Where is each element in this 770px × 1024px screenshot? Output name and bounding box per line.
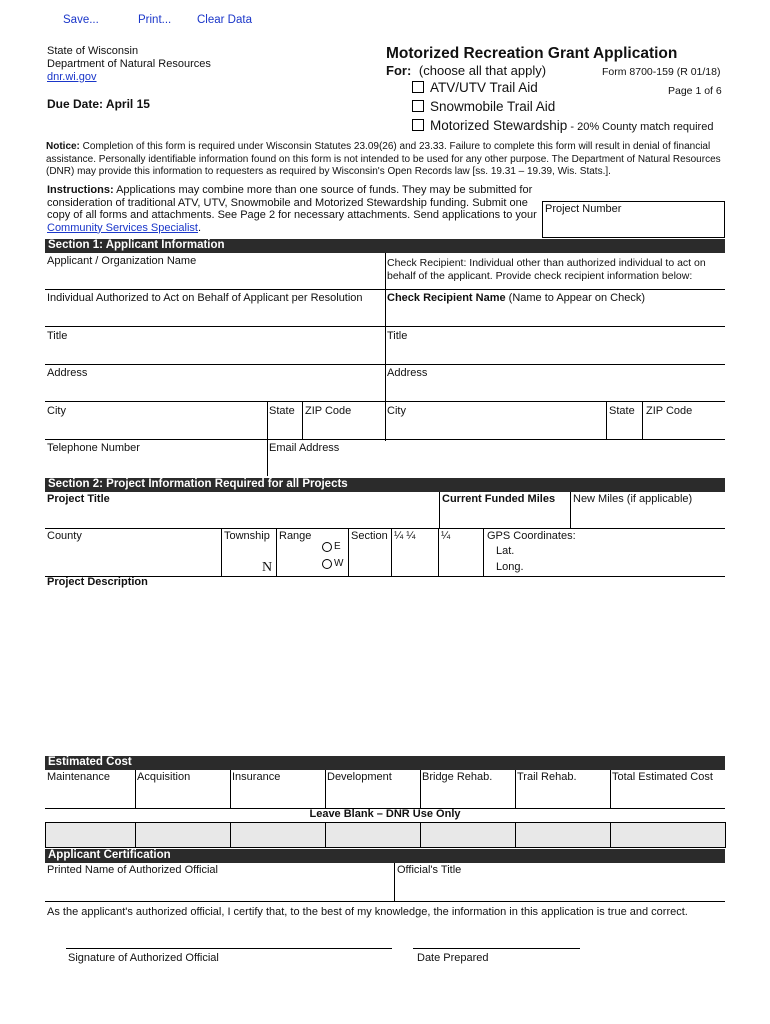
range-west-radio[interactable] <box>322 559 332 569</box>
dnr-use-only-cell <box>420 822 516 848</box>
city-left-label: City <box>47 405 66 417</box>
date-prepared-label: Date Prepared <box>417 952 489 964</box>
state-left-label: State <box>269 405 295 417</box>
applicant-org-label: Applicant / Organization Name <box>47 255 197 267</box>
s1-line1 <box>45 289 725 290</box>
s2-section-divider <box>348 528 349 576</box>
dnr-use-only-cell <box>325 822 421 848</box>
signature-label: Signature of Authorized Official <box>68 952 219 964</box>
quarter-label: ¼ <box>441 530 451 542</box>
address-left-label: Address <box>47 367 88 379</box>
instructions-text2: Submit one copy of all forms and attachments. See Page 2 for necessary attachments. Send applications to your <box>47 196 537 221</box>
email-label: Email Address <box>269 442 340 454</box>
long-label: Long. <box>496 561 524 573</box>
title-right-label: Title <box>387 330 408 342</box>
clear-data-button[interactable]: Clear Data <box>197 14 252 26</box>
s2-qq-divider <box>391 528 392 576</box>
agency-dept: Department of Natural Resources <box>47 58 211 70</box>
s1-center-divider <box>385 253 386 441</box>
officials-title-label: Official's Title <box>397 864 462 876</box>
check-recipient-name-bold: Check Recipient Name <box>387 292 506 304</box>
cost-input-field[interactable] <box>515 785 610 807</box>
option-snowmobile[interactable] <box>412 99 555 114</box>
option-atv-label: ATV/UTV Trail Aid <box>430 80 538 95</box>
current-miles-label: Current Funded Miles <box>442 493 556 505</box>
for-label: For: <box>386 63 412 78</box>
for-hint: (choose all that apply) <box>418 63 547 78</box>
state-right-label: State <box>609 405 635 417</box>
s1-line4 <box>45 401 725 402</box>
s2-miles-divider <box>439 492 440 528</box>
notice-text: Completion of this form is required under Wisconsin Statutes 23.09(26) and 23.33. Failure to complete this form will result in denial of financial assistance. Personally identifiable information found on this form is not intended to be used for any other purpose. The Department of Natural Resources (DNR) may provide this information to requesters as required by Wisconsin's Open Records law [ss. 19.31 – 19.39, Wis. Stats.]. <box>46 141 721 177</box>
cost-column-label: Trail Rehab. <box>517 771 577 783</box>
cost-column-label: Acquisition <box>137 771 191 783</box>
cost-column-label: Insurance <box>232 771 281 783</box>
telephone-label: Telephone Number <box>47 442 140 454</box>
project-description-field[interactable] <box>45 590 725 755</box>
cost-input-field[interactable] <box>610 785 725 807</box>
option-stewardship-note: - 20% County match required <box>567 121 714 133</box>
page-indicator: Page 1 of 6 <box>668 85 722 97</box>
s2-township-divider <box>221 528 222 576</box>
page-title: Motorized Recreation Grant Application <box>386 45 678 62</box>
option-snowmobile-label: Snowmobile Trail Aid <box>430 99 556 114</box>
estimated-cost-header: Estimated Cost <box>45 756 725 770</box>
dnr-use-only-cell <box>45 822 136 848</box>
certification-header: Applicant Certification <box>45 849 725 863</box>
agency-block <box>47 45 211 84</box>
zip-left-label: ZIP Code <box>305 405 352 417</box>
s1-line2 <box>45 326 725 327</box>
county-label: County <box>47 530 82 542</box>
range-east-radio[interactable] <box>322 542 332 552</box>
community-services-link[interactable]: Community Services Specialist <box>47 221 198 234</box>
notice-label: Notice: <box>46 141 80 152</box>
form-number: Form 8700-159 (R 01/18) <box>602 66 721 78</box>
township-north-label: N <box>262 560 273 575</box>
range-east-label: E <box>334 541 341 552</box>
option-atv[interactable] <box>412 80 538 95</box>
section1-header: Section 1: Applicant Information <box>45 239 725 253</box>
s2-q-divider <box>438 528 439 576</box>
checkbox-stewardship[interactable] <box>412 119 424 131</box>
project-number-label: Project Number <box>545 203 622 215</box>
for-line <box>386 63 546 78</box>
s1-state-divider-left <box>267 401 268 476</box>
cost-input-field[interactable] <box>230 785 325 807</box>
range-label: Range <box>279 530 312 542</box>
printed-name-label: Printed Name of Authorized Official <box>47 864 218 876</box>
cost-input-field[interactable] <box>135 785 230 807</box>
city-right-label: City <box>387 405 406 417</box>
check-recipient-note: Check Recipient: Individual other than authorized individual to act on behalf of the applicant. Provide check recipient information below: <box>387 257 706 282</box>
s2-gps-divider <box>483 528 484 576</box>
cost-input-field[interactable] <box>325 785 420 807</box>
option-stewardship-label: Motorized Stewardship <box>430 118 568 133</box>
instructions-text1: Applications may combine more than one source of funds. They may be submitted for consideration of traditional ATV, UTV, Snowmobile and Motorized Stewardship funding. <box>47 184 533 209</box>
cost-column-label: Total Estimated Cost <box>612 771 713 783</box>
address-right-label: Address <box>387 367 428 379</box>
project-number-field[interactable] <box>542 201 725 238</box>
gps-label: GPS Coordinates: <box>487 530 576 542</box>
dnr-use-only-label: Leave Blank – DNR Use Only <box>309 808 461 820</box>
print-button[interactable]: Print... <box>138 14 172 26</box>
cost-input-field[interactable] <box>420 785 515 807</box>
dnr-use-only-cell <box>515 822 611 848</box>
zip-right-label: ZIP Code <box>646 405 693 417</box>
agency-state: State of Wisconsin <box>47 45 139 57</box>
agency-website-link[interactable]: dnr.wi.gov <box>47 71 97 83</box>
check-recipient-name-rest: (Name to Appear on Check) <box>505 292 646 304</box>
s1-line3 <box>45 364 725 365</box>
checkbox-atv[interactable] <box>412 81 424 93</box>
cost-column-label: Bridge Rehab. <box>422 771 493 783</box>
s2-range-divider <box>276 528 277 576</box>
s2-line1 <box>45 528 725 529</box>
section-label: Section <box>351 530 388 542</box>
save-button[interactable]: Save... <box>63 14 99 26</box>
due-date: Due Date: April 15 <box>47 97 150 111</box>
cost-input-field[interactable] <box>45 785 135 807</box>
s1-zip-divider-left <box>302 401 303 439</box>
new-miles-label: New Miles (if applicable) <box>573 493 693 505</box>
project-description-label: Project Description <box>47 576 148 588</box>
quarter-quarter-label: ¼ ¼ <box>394 530 416 542</box>
cost-column-label: Maintenance <box>47 771 110 783</box>
option-stewardship[interactable] <box>412 118 713 133</box>
s1-line5 <box>45 439 725 440</box>
instructions-paragraph <box>47 184 537 234</box>
cert-line1 <box>45 901 725 902</box>
date-line <box>413 948 580 949</box>
check-recipient-name-label <box>387 292 645 304</box>
individual-authorized-label: Individual Authorized to Act on Behalf of Applicant per Resolution <box>47 292 363 304</box>
s1-zip-divider-right <box>642 401 643 439</box>
instructions-label: Instructions: <box>47 184 114 196</box>
dnr-use-only-cell <box>610 822 726 848</box>
cert-divider <box>394 863 395 901</box>
range-west-label: W <box>334 558 344 569</box>
instructions-end: . <box>198 221 202 234</box>
dnr-use-only-cell <box>230 822 326 848</box>
lat-label: Lat. <box>496 545 515 557</box>
section2-header: Section 2: Project Information Required for all Projects <box>45 478 725 492</box>
s1-state-divider-right <box>606 401 607 439</box>
notice-paragraph <box>46 141 726 179</box>
checkbox-snowmobile[interactable] <box>412 100 424 112</box>
dnr-use-only-cell <box>135 822 231 848</box>
project-title-label: Project Title <box>47 493 110 505</box>
cost-column-label: Development <box>327 771 392 783</box>
township-label: Township <box>224 530 270 542</box>
s2-newmiles-divider <box>570 492 571 528</box>
certification-statement: As the applicant's authorized official, I certify that, to the best of my knowledge, the information in this application is true and correct. <box>47 906 688 918</box>
signature-line <box>66 948 392 949</box>
title-left-label: Title <box>47 330 68 342</box>
